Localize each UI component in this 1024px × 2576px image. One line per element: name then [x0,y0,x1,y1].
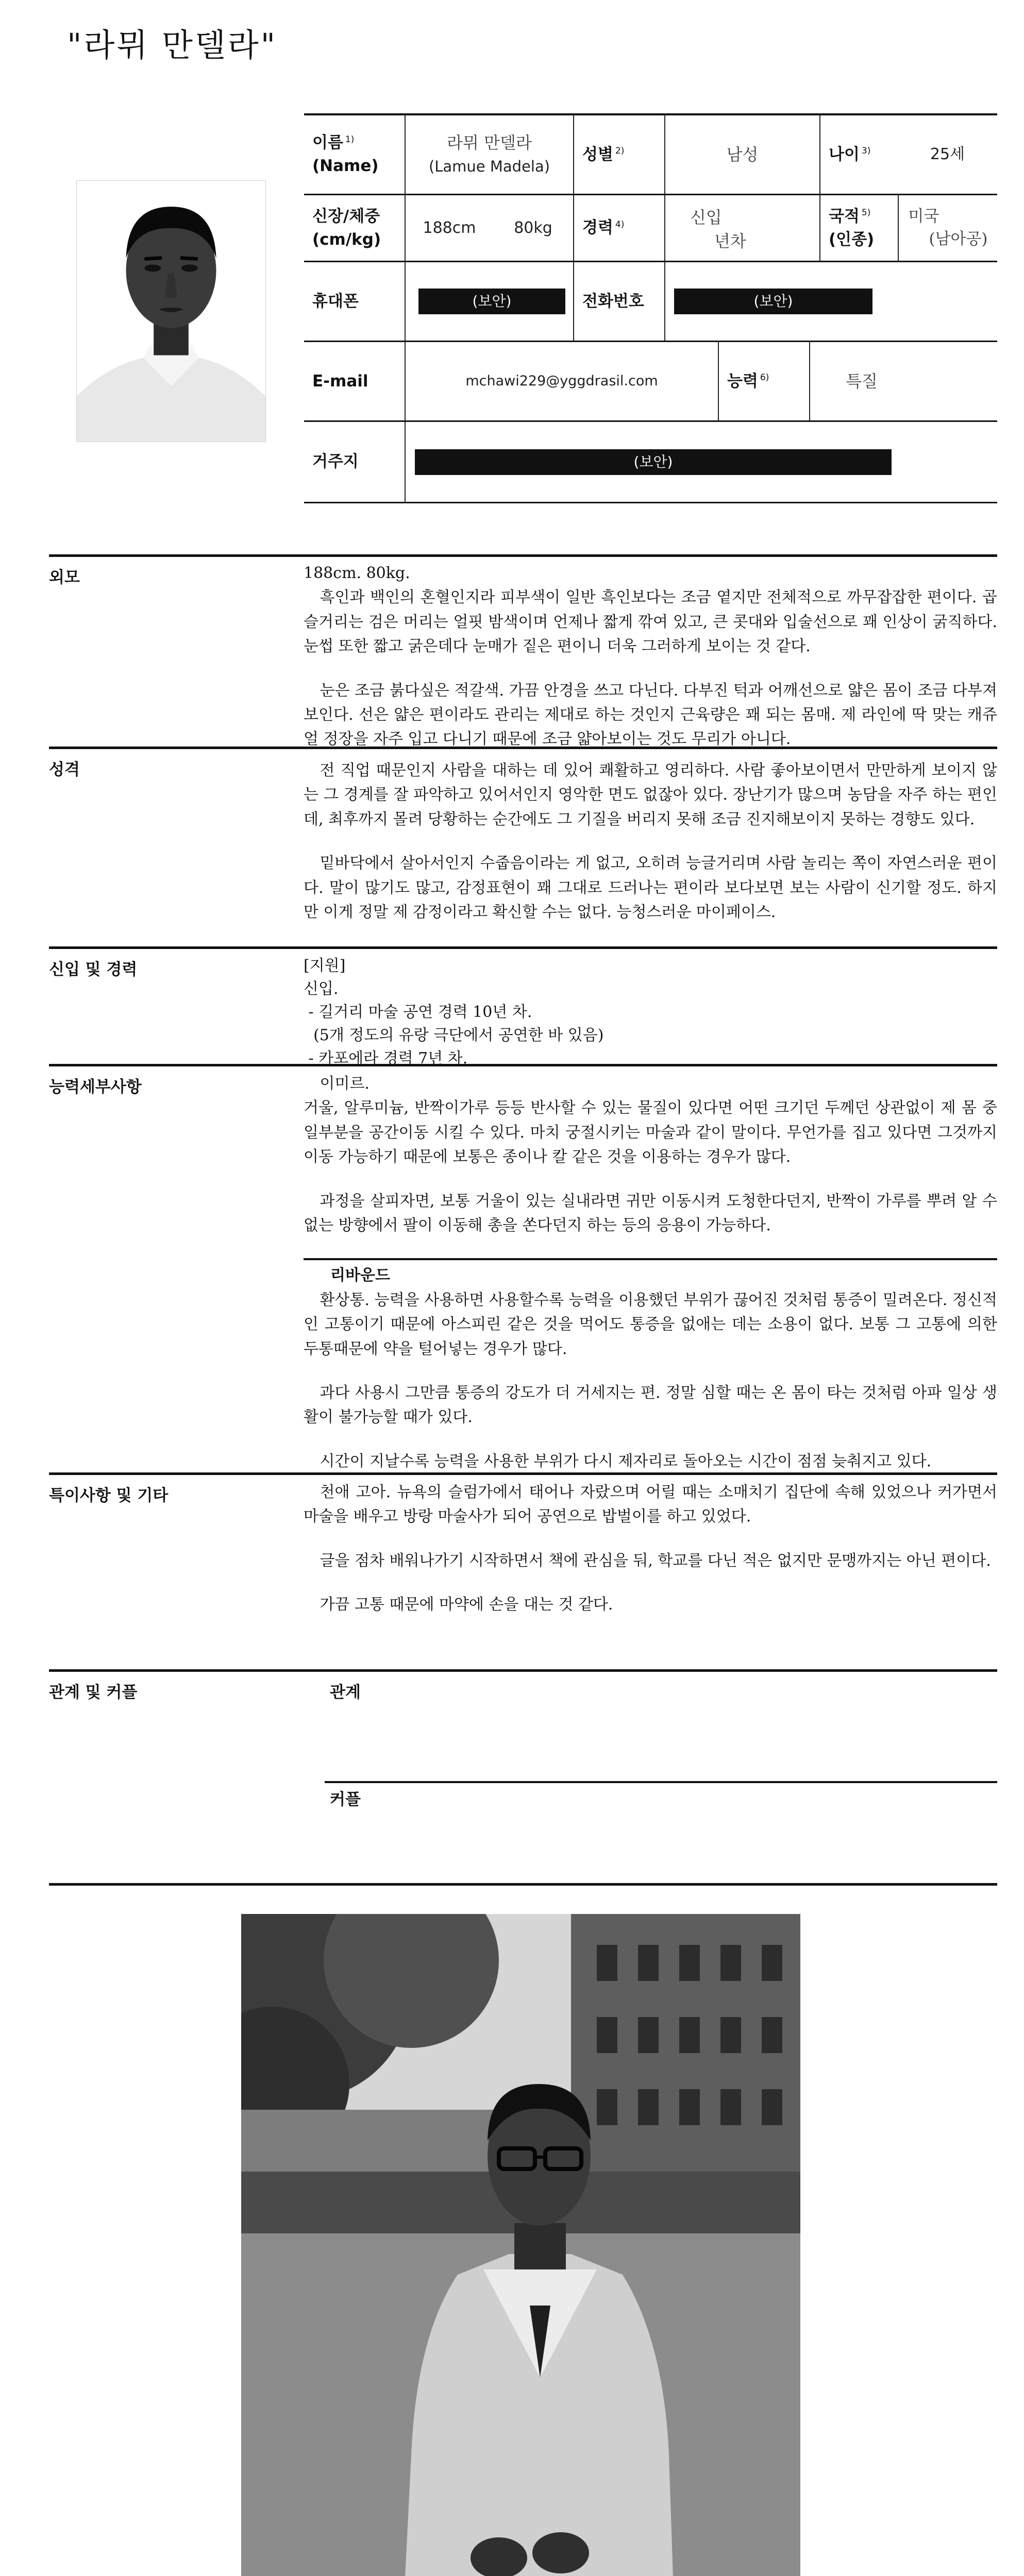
nation-label: 국적 [829,207,860,226]
notes-body [304,1480,997,1617]
notes-p1: 천애 고아. 뉴욕의 슬럼가에서 태어나 자랐으며 어릴 때는 소매치기 집단에 속해 있었으나 커가면서 마술을 배우고 방랑 마술사가 되어 공연으로 밥벌이를 하고 있었다. [304,1483,997,1526]
name-value-cell [406,115,573,194]
rebound-p3: 시간이 지날수록 능력을 사용한 부위가 다시 제자리로 돌아오는 시간이 점점 늦춰지고 있다. [320,1452,932,1470]
career-value-1: 신입 [690,207,722,227]
section-personality [49,747,997,945]
couple-title: 커플 [330,1790,361,1809]
ability-p1: 거울, 알루미늄, 반짝이가루 등등 반사할 수 있는 물질이 있다면 어떤 크기던 두께던 상관없이 제 몸 중 일부분을 공간이동 시킬 수 있다. 마치 궁절시키는 마술과 같이 말이다. 무언가를 집고 있다면 그것까지 이동 가능하기 때문에 보통은 종이나 칼 같은 것을 이용하는 경우가 많다. [304,1099,997,1166]
appearance-line1: 188cm. 80kg. [304,564,410,582]
rebound-title: 리바운드 [330,1266,390,1285]
career-line-2: 신입. [304,980,339,998]
career-label: 경력 [582,218,613,238]
name-footnote: 1) [345,134,355,145]
profile-row-email [304,342,997,422]
nation-footnote: 5) [861,208,871,218]
ability-body [304,1072,997,1473]
name-value: 라뮈 만델라 [447,133,532,153]
relations-label: 관계 및 커플 [49,1683,138,1702]
notes-label: 특이사항 및 기타 [49,1486,169,1505]
career-line-1: [지원] [304,957,346,975]
profile-row-name [304,115,997,195]
ability-footnote: 6) [760,372,769,383]
profile-row-address [304,422,997,503]
nation-value-1: 미국 [908,207,939,226]
mobile-value-cell [418,262,565,341]
mobile-label: 휴대폰 [312,292,359,311]
rebound-block [304,1258,997,1473]
nation-value-2: (남아공) [929,229,988,248]
appearance-body [304,561,997,752]
personality-p1: 전 직업 때문인지 사람을 대하는 데 있어 쾌활하고 영리하다. 사람 좋아보이면서 만만하게 보이지 않는 그 경계를 잘 파악하고 있어서인지 영악한 면도 없잖아 있다. 장난기가 많으며 농담을 자주 하는 편인데, 최후까지 몰려 당황하는 순간에도 그 기질을 버리지 못해 조금 진지해보이지 못하는 경향도 있다. [304,761,997,828]
ability-label-cell [719,342,809,420]
email-label: E-mail [312,371,368,391]
email-value: mchawi229@yggdrasil.com [465,373,658,389]
career-line-5: - 카포에라 경력 7년 차. [304,1049,468,1067]
rebound-p1: 환상통. 능력을 사용하면 사용할수록 능력을 이용했던 부위가 끊어진 것처럼 통증이 밀려온다. 정신적인 고통이기 때문에 아스피린 같은 것을 먹어도 통증을 없애는 데는 소용이 없다. 보통 그 고통에 의한 두통때문에 약을 털어넣는 경우가 많다. [304,1291,997,1358]
nation-label-2: (인종) [829,230,875,249]
ability-p0: 이미르. [320,1075,370,1093]
age-value: 25세 [930,145,965,163]
career-value-cell [665,195,819,261]
profile-row-phone [304,262,997,342]
sex-label: 성별 [582,145,613,164]
address-value: (보안) [415,449,892,475]
career-footnote: 4) [615,219,625,230]
personality-label: 성격 [49,760,80,779]
sex-footnote: 2) [615,146,625,157]
body-label: 신장/체중 [312,207,380,226]
appearance-p2: 눈은 조금 붉다싶은 적갈색. 가끔 안경을 쓰고 다닌다. 다부진 턱과 어깨선으로 얇은 몸이 조금 다부져보인다. 선은 얇은 편이라도 관리는 제대로 하는 것인지 근육량은 꽤 되는 몸매. 제 라인에 딱 맞는 캐쥬얼 정장을 자주 입고 다니기 때문에 조금 얇아보이는 것도 무리가 아니다. [304,681,997,749]
height-value: 188cm [423,218,476,237]
name-label-en: (Name) [312,157,379,175]
name-label: 이름 [312,133,343,152]
section-ability [49,1064,997,1471]
ability-value: 특질 [846,371,878,391]
mobile-value: (보안) [418,289,565,314]
page-title: "라뮈 만델라" [67,26,278,64]
career-body [304,954,997,1070]
name-value-en: (Lamue Madela) [428,158,550,175]
phone-label: 전화번호 [582,292,644,311]
age-label-cell [820,115,898,194]
name-label-cell [304,115,405,194]
rebound-p2: 과다 사용시 그만큼 통증의 강도가 더 거세지는 편. 정말 심할 때는 온 몸이 타는 것처럼 아파 일상 생활이 불가능할 때가 있다. [304,1383,997,1427]
sex-label-cell [574,115,664,194]
relation-title: 관계 [330,1683,361,1702]
age-footnote: 3) [861,146,871,157]
career-line-4: (5개 정도의 유랑 극단에서 공연한 바 있음) [304,1026,604,1044]
age-label: 나이 [829,145,860,164]
ability-section-label: 능력세부사항 [49,1078,142,1096]
ability-p2: 과정을 살피자면, 보통 거울이 있는 실내라면 귀만 이동시켜 도청한다던지, 반짝이 가루를 뿌려 알 수 없는 방향에서 팔이 이동해 총을 쏜다던지 하는 등의 응용이 가능하다. [304,1192,997,1234]
ability-label: 능력 [727,371,758,391]
sex-value: 남성 [726,144,759,164]
phone-value: (보안) [674,289,872,314]
profile-row-body [304,195,997,262]
section-career [49,946,997,1067]
notes-p3: 가끔 고통 때문에 마약에 손을 대는 것 같다. [320,1596,613,1614]
personality-body [304,758,997,924]
phone-value-cell [674,262,872,341]
notes-p2: 글을 점차 배워나가기 시작하면서 책에 관심을 둬, 학교를 다닌 적은 없지만 문맹까지는 아닌 편이다. [320,1551,991,1570]
appearance-label: 외모 [49,568,80,587]
weight-value: 80kg [514,218,552,237]
profile-photo [76,180,266,442]
nation-value-cell [899,195,997,261]
career-line-3: - 길거리 마술 공연 경력 10년 차. [304,1003,532,1021]
address-label: 거주지 [312,452,359,471]
section-notes [49,1472,997,1668]
body-label-cell [304,195,405,261]
body-label-en: (cm/kg) [312,230,381,249]
nation-label-cell [820,195,898,261]
career-section-label: 신입 및 경력 [49,960,138,979]
personality-p2: 밑바닥에서 살아서인지 수줍음이라는 게 없고, 오히려 능글거리며 사람 놀리는 쪽이 자연스러운 편이다. 말이 많기도 많고, 감정표현이 꽤 그대로 드러나는 편이라 보다보면 보는 사람이 신기할 정도. 하지만 이게 정말 제 감정이라고 확신할 수는 없다. 능청스러운 마이페이스. [304,854,997,921]
appearance-p1: 흑인과 백인의 혼혈인지라 피부색이 일반 흑인보다는 조금 옅지만 전체적으로 까무잡잡한 편이다. 곱슬거리는 검은 머리는 얼핏 밤색이며 언제나 짧게 깎여 있고, 큰 콧대와 입술선으로 꽤 인상이 굵직하다. 눈썹 또한 짧고 굵은데다 눈매가 짙은 편이니 더욱 그러하게 보이는 것 같다. [304,588,997,656]
address-value-cell [415,422,892,502]
career-value-2: 년차 [714,231,746,251]
section-relations [49,1669,997,1886]
profile-table [304,113,997,503]
street-photo [241,1914,800,2576]
career-label-cell [574,195,664,261]
section-appearance [49,554,997,749]
